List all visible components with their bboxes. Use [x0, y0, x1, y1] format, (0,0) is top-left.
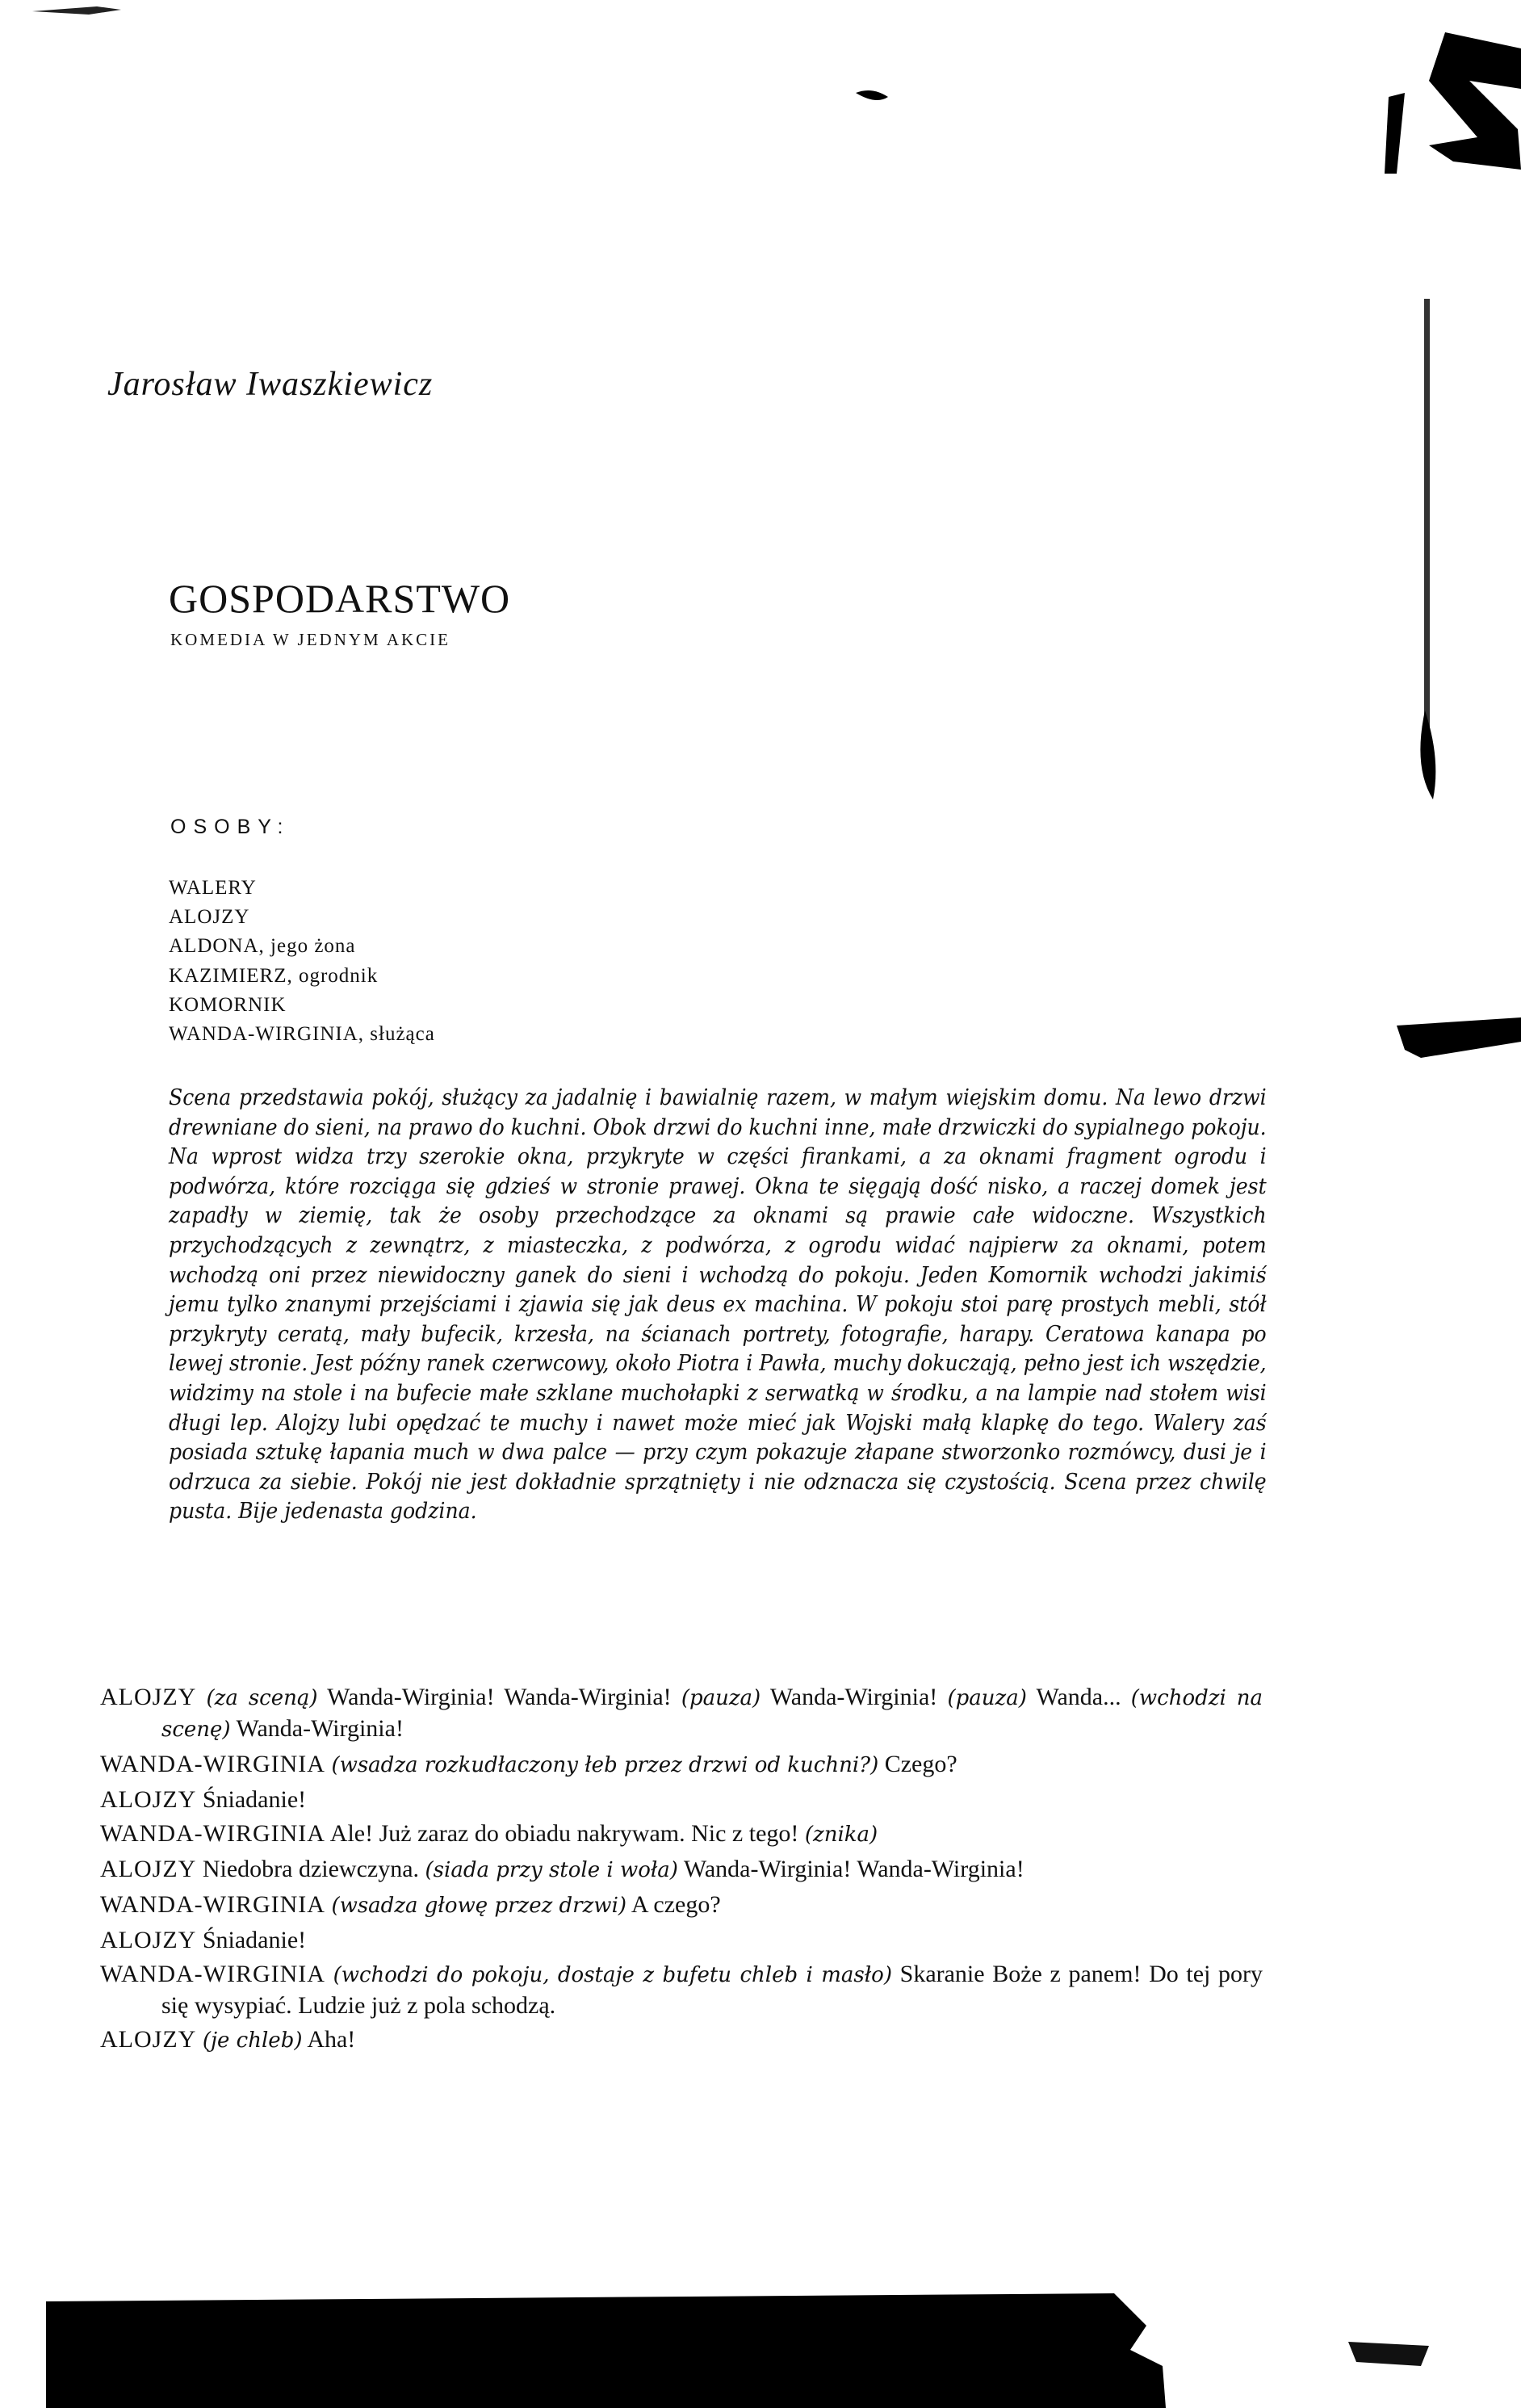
- play-subtitle: KOMEDIA W JEDNYM AKCIE: [170, 630, 450, 649]
- scan-mark-s-shape: [1429, 32, 1521, 170]
- spoken-text: Wanda-Wirginia!: [760, 1684, 948, 1710]
- cast-member: ALDONA, jego żona: [169, 935, 356, 958]
- spoken-text: Śniadanie!: [202, 1927, 307, 1953]
- scan-smudge-top-left: [32, 6, 121, 15]
- dialogue-line: [100, 1890, 1263, 1921]
- dialogue-line: [100, 1819, 1263, 1850]
- scan-mark-drop: [1420, 711, 1435, 799]
- scan-bottom-bar: [46, 2293, 1166, 2408]
- author-name: Jarosław Iwaszkiewicz: [107, 366, 434, 403]
- speaker-name: WANDA-WIRGINIA: [100, 1961, 325, 1987]
- scan-vertical-line: [1424, 299, 1430, 767]
- scan-mark-r: [1385, 93, 1405, 174]
- spoken-text: Niedobra dziewczyna.: [202, 1856, 425, 1882]
- stage-note: (wsadza głowę przez drzwi): [331, 1894, 627, 1918]
- stage-note: (wchodzi na scenę): [161, 1686, 1263, 1742]
- stage-note: (wsadza rozkudłaczony łeb przez drzwi od kuchni?): [331, 1753, 879, 1777]
- cast-heading: OSOBY:: [170, 816, 291, 838]
- speaker-name: WANDA-WIRGINIA: [100, 1820, 325, 1847]
- cast-member: WANDA-WIRGINIA, służąca: [169, 1023, 435, 1046]
- spoken-text: Wanda-Wirginia! Wanda-Wirginia!: [677, 1856, 1024, 1882]
- speaker-name: ALOJZY: [100, 2026, 197, 2053]
- stage-note: (wchodzi do pokoju, dostaje z bufetu chleb i masło): [333, 1963, 892, 1987]
- spoken-text: A czego?: [626, 1891, 721, 1918]
- dialogue-line: [100, 1925, 1263, 1955]
- spoken-text: Wanda-Wirginia! Wanda-Wirginia!: [317, 1684, 681, 1710]
- scan-mark-blob: [856, 90, 888, 100]
- stage-direction: Scena przedstawia pokój, służący za jadalnię i bawialnię razem, w małym wiejskim domu. Na lewo drzwi drewniane do sieni, na prawo do kuchni. Obok drzwi do kuchni inne, małe drzwiczki do sypialnego pokoju. Na wprost widza trzy szerokie okna, przykryte w części firankami, a za oknami fragment ogrodu i podwórza, które rozciąga się gdzieś w stronie prawej. Okna te sięgają dość nisko, a raczej domek jest zapadły w ziemię, tak że osoby przechodzące za oknami są prawie całe widoczne. Wszystkich przychodzących z zewnątrz, z miasteczka, z podwórza, z ogrodu widać najpierw za oknami, potem wchodzą oni przez niewidoczny ganek do sieni i wchodzą do pokoju. Jeden Komornik wchodzi jakimiś jemu tylko znanymi przejściami i zjawia się jak deus ex machina. W pokoju stoi parę prostych mebli, stół przykryty ceratą, mały bufecik, krzesła, na ścianach portrety, fotografie, harapy. Ceratowa kanapa po lewej stronie. Jest późny ranek czerwcowy, około Piotra i Pawła, muchy dokuczają, pełno jest ich wszędzie, widzimy na stole i na bufecie małe szklane muchołapki z serwatką w środku, a na lampie nad stołem wisi długi lep. Alojzy lubi opędzać te muchy i nawet może mieć jak Wojski małą klapkę do tego. Walery zaś posiada sztukę łapania much w dwa palce — przy czym pokazuje złapane stworzonko rozmówcy, dusi je i odrzuca za siebie. Pokój nie jest dokładnie sprzątnięty i nie odznacza się czystością. Scena przez chwilę pusta. Bije jedenasta godzina.: [169, 1085, 1267, 1525]
- stage-note: (znika): [804, 1823, 878, 1847]
- dialogue-line: [100, 1854, 1263, 1886]
- dialogue-line: [100, 1749, 1263, 1781]
- cast-member: WALERY: [169, 877, 257, 899]
- dialogue: [100, 1682, 1263, 2060]
- spoken-text: Czego?: [878, 1751, 957, 1777]
- spoken-text: Skaranie Boże z panem! Do tej pory się wysypiać. Ludzie już z pola schodzą.: [161, 1961, 1263, 2019]
- speaker-name: ALOJZY: [100, 1684, 197, 1710]
- dialogue-line: [100, 1959, 1263, 2020]
- speaker-name: WANDA-WIRGINIA: [100, 1751, 325, 1777]
- spoken-text: Śniadanie!: [202, 1786, 307, 1813]
- spoken-text: Wanda...: [1026, 1684, 1131, 1710]
- speaker-name: ALOJZY: [100, 1856, 197, 1882]
- play-title: GOSPODARSTWO: [169, 576, 511, 621]
- cast-list: [169, 874, 435, 1049]
- speaker-name: WANDA-WIRGINIA: [100, 1891, 325, 1918]
- dialogue-line: [100, 1682, 1263, 1745]
- dialogue-line: [100, 1785, 1263, 1814]
- stage-note: (za sceną): [206, 1686, 318, 1710]
- cast-member: KOMORNIK: [169, 993, 287, 1016]
- scan-mark-right-bar: [1397, 1017, 1521, 1058]
- dialogue-line: [100, 2024, 1263, 2056]
- stage-note: (siada przy stole i woła): [425, 1858, 678, 1882]
- scan-bottom-right-mark: [1348, 2342, 1429, 2366]
- stage-note: (pauza): [681, 1686, 761, 1710]
- stage-note: (pauza): [947, 1686, 1027, 1710]
- speaker-name: ALOJZY: [100, 1927, 197, 1953]
- cast-member: ALOJZY: [169, 906, 250, 929]
- spoken-text: Wanda-Wirginia!: [230, 1715, 404, 1742]
- spoken-text: Ale! Już zaraz do obiadu nakrywam. Nic z tego!: [329, 1820, 805, 1847]
- cast-member: KAZIMIERZ, ogrodnik: [169, 964, 379, 987]
- speaker-name: ALOJZY: [100, 1786, 197, 1813]
- spoken-text: Aha!: [302, 2026, 356, 2053]
- stage-note: (je chleb): [202, 2028, 303, 2053]
